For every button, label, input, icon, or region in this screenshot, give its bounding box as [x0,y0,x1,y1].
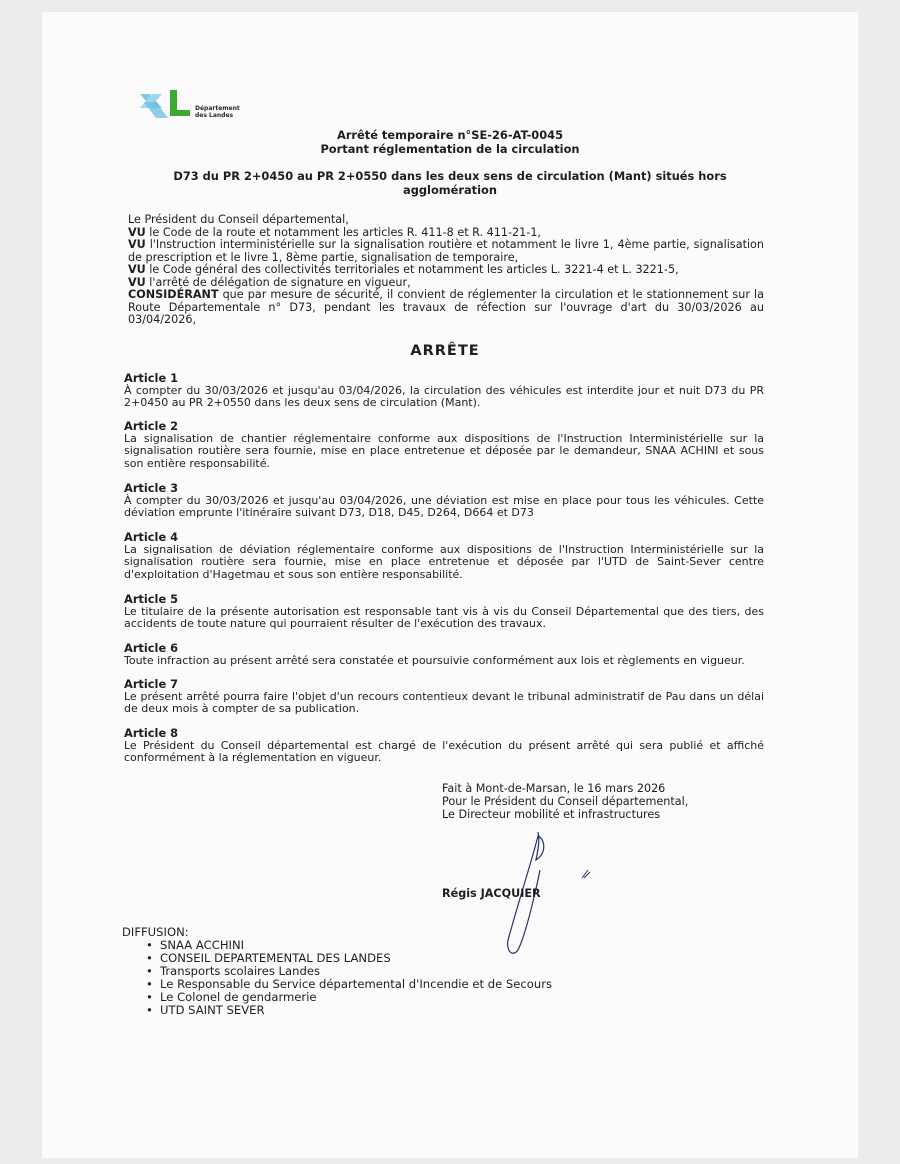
signature-for: Pour le Président du Conseil départemental, [442,795,689,808]
preamble-line: VU l'Instruction interministérielle sur la signalisation routière et notamment le livre 1, 4ème partie, signalisation de prescription et le livre 1, 8ème partie, signalisation de temporaire, [128,238,764,264]
article-text: Le Président du Conseil départemental est chargé de l'exécution du présent arrêté qui sera publié et affiché conformément à la réglementation en vigueur. [124,739,764,765]
signature-block [442,782,762,821]
article-title: Article 4 [124,530,179,544]
diffusion-items [122,939,552,1017]
article-text: Le présent arrêté pourra faire l'objet d'un recours contentieux devant le tribunal administratif de Pau dans un délai de deux mois à compter de sa publication. [124,690,764,716]
diffusion-label: DIFFUSION: [122,925,189,939]
subtitle-line-2: agglomération [403,183,497,197]
article-5 [124,593,764,631]
article-title: Article 6 [124,641,179,655]
signer-name: Régis JACQUIER [442,887,541,900]
article-6 [124,642,764,667]
preamble-line: VU le Code général des collectivités territoriales et notamment les articles L. 3221-4 et L. 3221-5, [128,263,679,276]
article-title: Article 5 [124,592,179,606]
article-title: Article 2 [124,419,179,433]
article-text: Toute infraction au présent arrêté sera constatée et poursuivie conformément aux lois et règlements en vigueur. [124,654,745,667]
article-title: Article 1 [124,371,179,385]
logo-line-1: Département [195,105,240,112]
logo-line-2: des Landes [195,112,234,119]
list-item: • Le Colonel de gendarmerie [144,991,552,1004]
signer-role: Le Directeur mobilité et infrastructures [442,808,661,821]
article-text: À compter du 30/03/2026 et jusqu'au 03/04/2026, une déviation est mise en place pour tous les véhicules. Cette déviation emprunte l'itinéraire suivant D73, D18, D45, D264, D664 et D73 [124,494,764,520]
decree-subtitle [142,169,758,197]
article-7 [124,678,764,716]
arrete-heading: ARRÊTE [410,343,480,359]
document-page [42,12,858,1158]
place-date: Fait à Mont-de-Marsan, le 16 mars 2026 [442,782,666,795]
article-title: Article 8 [124,726,179,740]
logo-label [195,105,240,119]
article-title: Article 3 [124,481,179,495]
preamble-line: Le Président du Conseil départemental, [128,213,349,226]
article-1 [124,372,764,410]
article-8 [124,727,764,765]
preamble [128,214,764,327]
diffusion-list [122,926,552,1017]
list-item: • Le Responsable du Service départemental d'Incendie et de Secours [144,978,552,991]
list-item: • Transports scolaires Landes [144,965,552,978]
decree-title [42,128,858,156]
departement-logo [138,88,258,130]
article-text: La signalisation de déviation réglementaire conforme aux dispositions de l'Instruction Interministérielle sur la signalisation routière sera fournie, mise en place entretenue et déposée par l'UTD de Saint-Sever centre d'exploitation d'Hagetmau et sous son entière responsabilité. [124,543,764,581]
decree-number: Arrêté temporaire n°SE-26-AT-0045 [337,128,563,142]
preamble-line: VU l'arrêté de délégation de signature en vigueur, [128,275,411,289]
xl-logo-icon [138,88,194,122]
article-2 [124,420,764,470]
list-item: • CONSEIL DEPARTEMENTAL DES LANDES [144,952,552,965]
subtitle-line-1: D73 du PR 2+0450 au PR 2+0550 dans les deux sens de circulation (Mant) situés hors [173,169,727,183]
article-title: Article 7 [124,677,179,691]
article-3 [124,482,764,520]
article-4 [124,531,764,581]
article-text: Le titulaire de la présente autorisation est responsable tant vis à vis du Conseil Départemental que des tiers, des accidents de toute nature qui pourraient résulter de l'exécution des travaux. [124,605,764,631]
preamble-line: VU le Code de la route et notamment les articles R. 411-8 et R. 411-21-1, [128,225,541,239]
list-item: • UTD SAINT SEVER [144,1004,552,1017]
list-item: • SNAA ACCHINI [144,939,552,952]
article-text: La signalisation de chantier réglementaire conforme aux dispositions de l'Instruction Interministérielle sur la signalisation routière sera fournie, mise en place entretenue et déposée par le demandeur, SNAA ACHINI et sous son entière responsabilité. [124,432,764,470]
decree-subject: Portant réglementation de la circulation [320,142,580,156]
preamble-line: CONSIDÉRANT que par mesure de sécurité, il convient de réglementer la circulation et le stationnement sur la Route Départementale n° D73, pendant les travaux de réfection sur l'ouvrage d'art du 30/03/2026 au 03/04/2026, [128,288,764,326]
article-text: À compter du 30/03/2026 et jusqu'au 03/04/2026, la circulation des véhicules est interdite jour et nuit D73 du PR 2+0450 au PR 2+0550 dans les deux sens de circulation (Mant). [124,384,764,410]
